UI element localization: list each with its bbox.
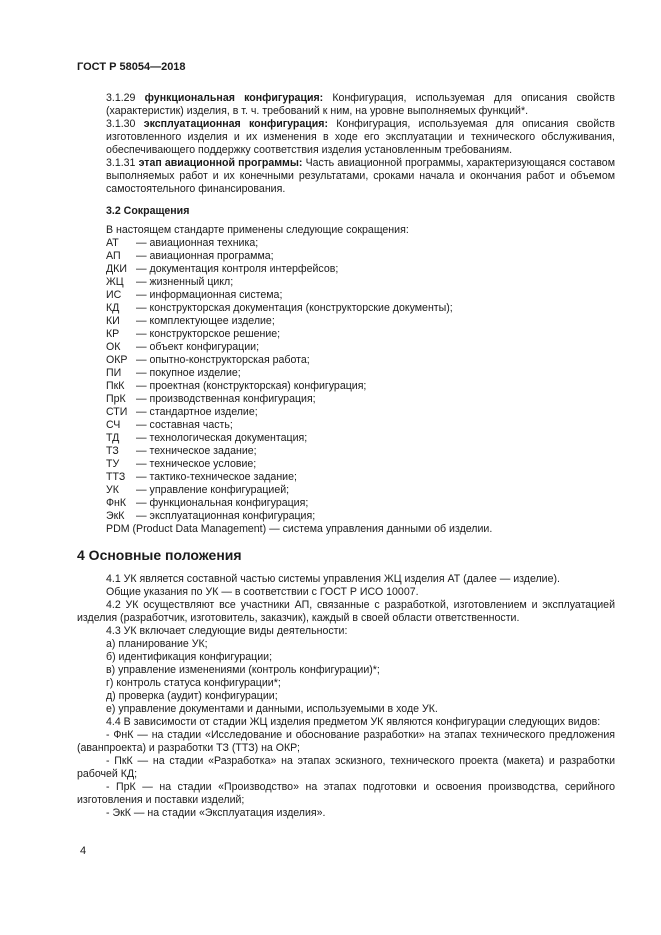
- abbreviation-value: — покупное изделие;: [136, 367, 241, 379]
- abbreviation-value: — авиационная техника;: [136, 237, 259, 249]
- activity-item: д) проверка (аудит) конфигурации;: [106, 690, 278, 702]
- abbreviation-item: [106, 471, 615, 484]
- definition-term: эксплуатационная конфигурация:: [143, 118, 329, 130]
- definition-number: 3.1.31: [106, 157, 136, 169]
- abbreviation-key: ДКИ: [106, 263, 127, 275]
- abbreviation-value: — опытно-конструкторская работа;: [136, 354, 310, 366]
- abbreviation-item: [106, 302, 615, 315]
- abbreviation-item: [106, 458, 615, 471]
- section-3-2-title: 3.2 Сокращения: [106, 205, 190, 217]
- paragraph-4-2: 4.2 УК осуществляют все участники АП, связанные с разработкой, изготовлением и эксплуатацией изделия (разработчик, изготовитель, заказчик), каждый в своей области ответственности.: [77, 599, 615, 624]
- definition-term: функциональная конфигурация:: [144, 92, 324, 104]
- abbreviation-item: [106, 393, 615, 406]
- configuration-type-item: - ЭкК — на стадии «Эксплуатация изделия».: [106, 807, 326, 819]
- abbreviation-value: — документация контроля интерфейсов;: [136, 263, 339, 275]
- abbreviation-value: — эксплуатационная конфигурация;: [136, 510, 316, 522]
- activity-item: а) планирование УК;: [106, 638, 208, 650]
- abbreviation-value: — составная часть;: [136, 419, 233, 431]
- definition-text: Часть авиационной программы, характеризующаяся составом выполняемых работ и их конечными результатами, сроками начала и окончания работ и объемом самостоятельного финансирования.: [106, 157, 615, 195]
- abbreviation-key: ФнК: [106, 497, 127, 509]
- abbreviation-value: — производственная конфигурация;: [136, 393, 316, 405]
- abbreviation-key: ПрК: [106, 393, 126, 405]
- activity-item: б) идентификация конфигурации;: [106, 651, 273, 663]
- abbreviation-item: [106, 289, 615, 302]
- definition-number: 3.1.30: [106, 118, 136, 130]
- abbreviation-key: ЖЦ: [106, 276, 124, 288]
- activity-item: е) управление документами и данными, используемыми в ходе УК.: [106, 703, 438, 715]
- abbreviation-value: — техническое условие;: [136, 458, 257, 470]
- abbreviations-list: [106, 237, 615, 523]
- definition-text: Конфигурация, используемая для описания свойств изготовленного изделия и их изменения в ходе его эксплуатации и технического обслуживания, обеспечивающего поддержку соответствия изделия установленным требованиям.: [106, 118, 615, 156]
- definition-3-1-31: [106, 157, 615, 196]
- pdm-abbreviation: PDM (Product Data Management) — система управления данными об изделии.: [106, 523, 493, 535]
- configuration-type-item: - ПрК — на стадии «Производство» на этапах подготовки и освоения производства, серийного изготовления и поставки изделий;: [77, 781, 615, 806]
- page-content: [77, 92, 615, 820]
- abbreviation-value: — конструкторская документация (конструкторские документы);: [136, 302, 453, 314]
- abbreviation-item: [106, 263, 615, 276]
- abbreviation-key: АП: [106, 250, 121, 262]
- abbreviation-item: [106, 510, 615, 523]
- abbreviation-key: КИ: [106, 315, 120, 327]
- abbreviation-value: — стандартное изделие;: [136, 406, 258, 418]
- abbreviation-key: ПкК: [106, 380, 125, 392]
- abbreviation-value: — объект конфигурации;: [136, 341, 260, 353]
- page-number: 4: [80, 845, 87, 857]
- abbreviation-value: — комплектующее изделие;: [136, 315, 275, 327]
- abbreviation-value: — управление конфигурацией;: [136, 484, 290, 496]
- abbreviation-item: [106, 445, 615, 458]
- abbreviation-item: [106, 328, 615, 341]
- abbreviation-value: — информационная система;: [136, 289, 283, 301]
- abbreviation-item: [106, 380, 615, 393]
- paragraph-4-4: 4.4 В зависимости от стадии ЖЦ изделия предметом УК являются конфигурации следующих видов:: [106, 716, 601, 728]
- abbreviation-key: ОК: [106, 341, 121, 353]
- abbreviation-item: [106, 276, 615, 289]
- abbreviation-key: ЭкК: [106, 510, 125, 522]
- abbreviations-intro: В настоящем стандарте применены следующие сокращения:: [106, 224, 409, 236]
- abbreviation-key: КД: [106, 302, 120, 314]
- activities-list: [77, 638, 615, 716]
- abbreviation-item: [106, 367, 615, 380]
- abbreviation-key: ТД: [106, 432, 120, 444]
- paragraph-4-3: 4.3 УК включает следующие виды деятельности:: [106, 625, 348, 637]
- definition-term: этап авиационной программы:: [138, 157, 303, 169]
- abbreviation-value: — авиационная программа;: [136, 250, 274, 262]
- abbreviation-key: УК: [106, 484, 119, 496]
- configuration-types-list: [77, 729, 615, 820]
- abbreviation-key: ТТЗ: [106, 471, 126, 483]
- section-4-body: [77, 573, 615, 820]
- abbreviation-item: [106, 341, 615, 354]
- abbreviation-value: — технологическая документация;: [136, 432, 308, 444]
- abbreviation-item: [106, 315, 615, 328]
- definition-text: Конфигурация, используемая для описания свойств (характеристик) изделия, в т. ч. требований к ним, на уровне выполняемых функций*.: [106, 92, 615, 117]
- abbreviation-value: — жизненный цикл;: [136, 276, 234, 288]
- abbreviation-item: [106, 354, 615, 367]
- section-4-title: 4 Основные положения: [77, 547, 242, 563]
- abbreviation-value: — тактико-техническое задание;: [136, 471, 297, 483]
- abbreviation-key: ТЗ: [106, 445, 119, 457]
- definition-3-1-30: [106, 118, 615, 157]
- abbreviation-key: КР: [106, 328, 120, 340]
- abbreviation-key: ОКР: [106, 354, 128, 366]
- abbreviation-item: [106, 419, 615, 432]
- abbreviation-item: [106, 432, 615, 445]
- abbreviation-item: [106, 237, 615, 250]
- paragraph-4-1: 4.1 УК является составной частью системы управления ЖЦ изделия АТ (далее — изделие).: [106, 573, 560, 585]
- abbreviation-key: СЧ: [106, 419, 121, 431]
- abbreviation-key: СТИ: [106, 406, 128, 418]
- abbreviation-item: [106, 484, 615, 497]
- abbreviation-key: АТ: [106, 237, 119, 249]
- abbreviation-key: ПИ: [106, 367, 122, 379]
- configuration-type-item: - ПкК — на стадии «Разработка» на этапах эскизного, технического проекта (макета) и разработки рабочей КД;: [77, 755, 615, 780]
- abbreviation-value: — конструкторское решение;: [136, 328, 281, 340]
- document-header: ГОСТ Р 58054—2018: [77, 61, 186, 73]
- abbreviation-value: — проектная (конструкторская) конфигурация;: [136, 380, 367, 392]
- abbreviation-value: — функциональная конфигурация;: [136, 497, 309, 509]
- abbreviation-item: [106, 497, 615, 510]
- activity-item: в) управление изменениями (контроль конфигурации)*;: [106, 664, 380, 676]
- definition-number: 3.1.29: [106, 92, 136, 104]
- abbreviation-key: ИС: [106, 289, 122, 301]
- paragraph-4-1-note: Общие указания по УК — в соответствии с ГОСТ Р ИСО 10007.: [106, 586, 419, 598]
- activity-item: г) контроль статуса конфигурации*;: [106, 677, 281, 689]
- abbreviation-value: — техническое задание;: [136, 445, 257, 457]
- configuration-type-item: - ФнК — на стадии «Исследование и обоснование разработки» на этапах технического предложения (аванпроекта) и разработки ТЗ (ТТЗ) на ОКР;: [77, 729, 615, 754]
- abbreviation-key: ТУ: [106, 458, 120, 470]
- abbreviation-item: [106, 406, 615, 419]
- definition-3-1-29: [106, 92, 615, 118]
- abbreviation-item: [106, 250, 615, 263]
